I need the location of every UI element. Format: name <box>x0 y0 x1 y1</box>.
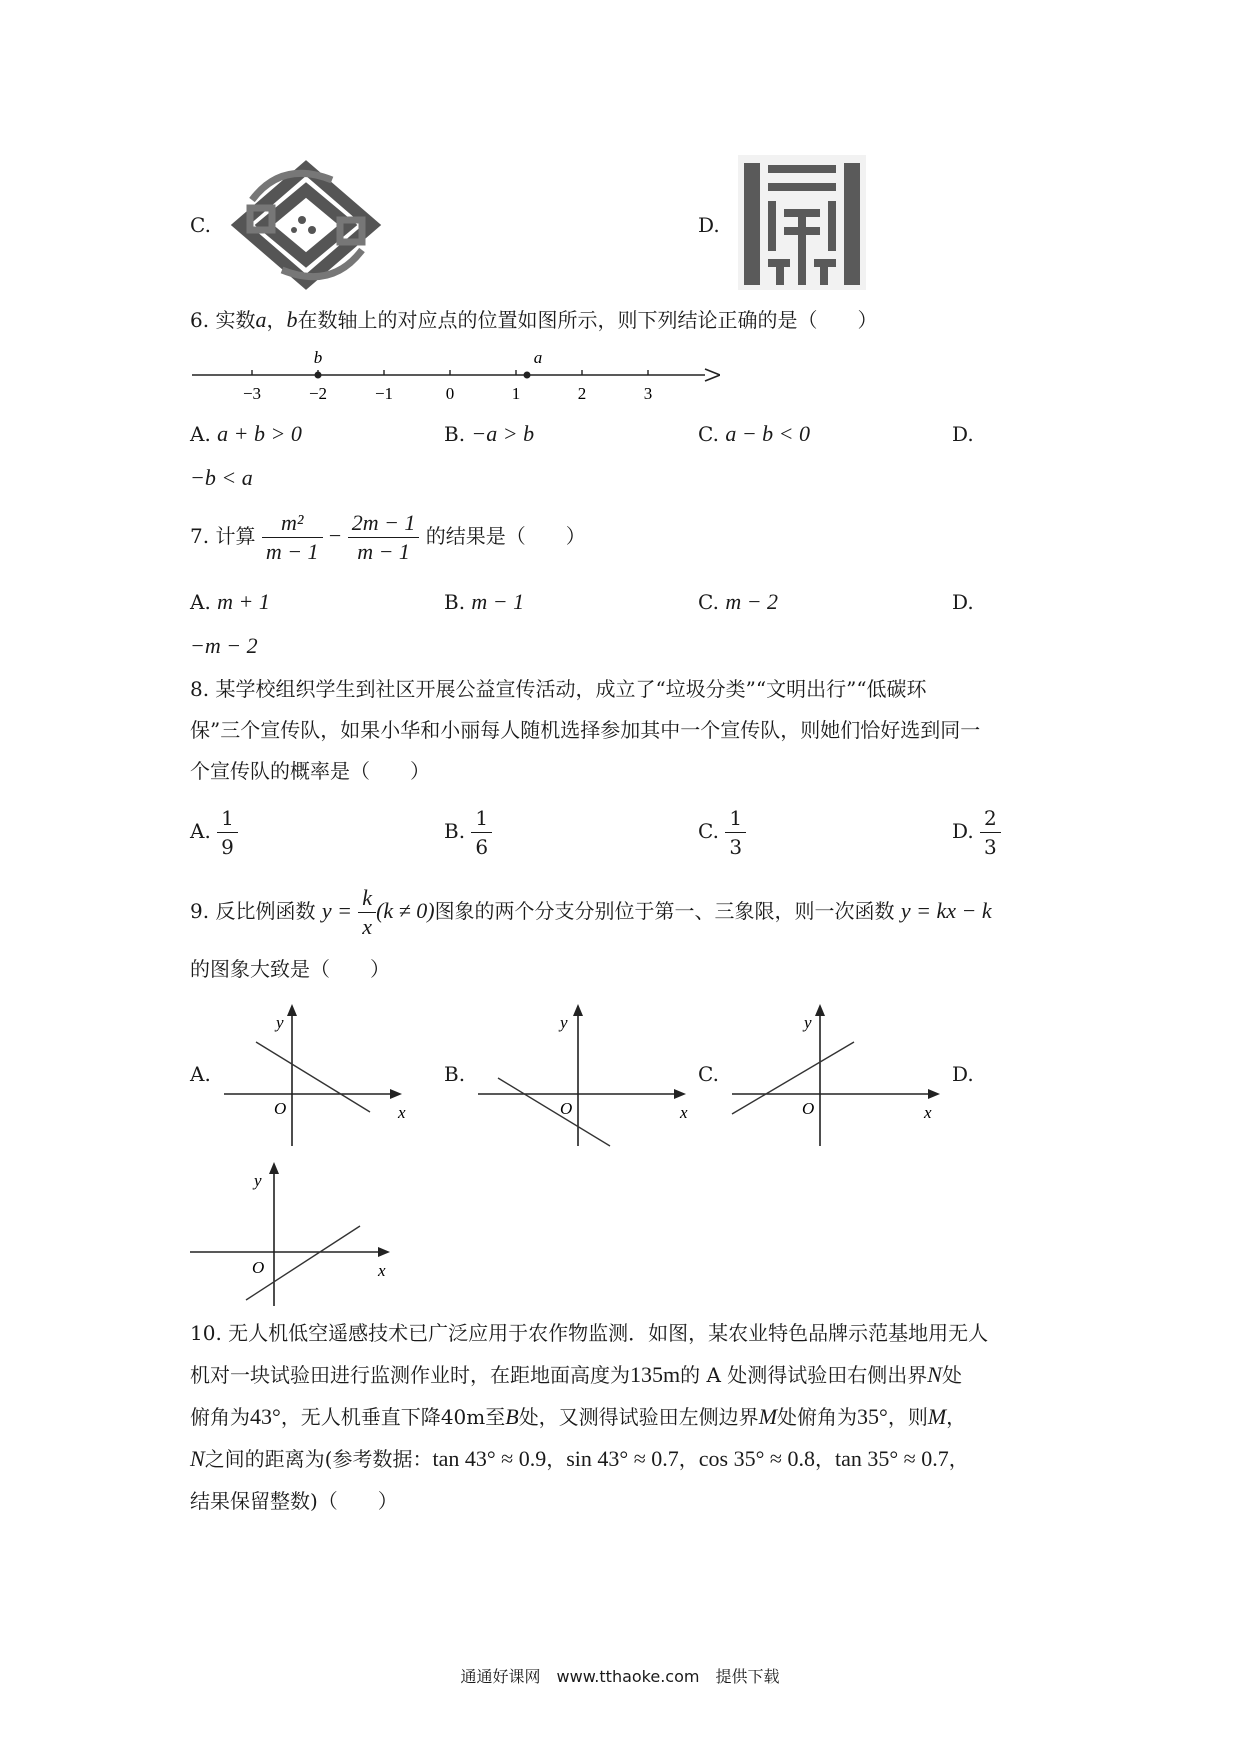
q10-sep-1: ， <box>546 1447 567 1471</box>
q10-angle-1: 43° <box>250 1404 281 1429</box>
q8-stem-line-2: 保”三个宣传队，如果小华和小丽每人随机选择参加其中一个宣传队，则她们恰好选到同一 <box>190 718 981 742</box>
q7-option-a[interactable] <box>190 588 270 616</box>
q10-height-value: 135m <box>630 1362 681 1387</box>
q9-graph-c-x-label: x <box>924 1103 932 1122</box>
q9-graph-a-origin-label: O <box>274 1099 287 1118</box>
q10-line-3-prefix: 俯角为 <box>190 1405 250 1429</box>
q7-option-c-label: C. <box>698 590 719 614</box>
q8-option-a-numerator: 1 <box>217 804 238 833</box>
q10-sep-2: ， <box>678 1447 699 1471</box>
number-line-arrow <box>705 369 720 381</box>
q9-func2: y = kx − k <box>900 898 992 923</box>
q10-line-2 <box>190 1361 962 1389</box>
q6-option-a[interactable] <box>190 420 302 448</box>
q10-line-2-prefix: 机对一块试验田进行监测作业时，在距地面高度为 <box>190 1363 630 1387</box>
q8-option-c-label: C. <box>698 819 719 843</box>
q8-option-d-fraction <box>980 804 1001 861</box>
q8-option-d-label: D. <box>952 819 974 843</box>
q6-option-a-label: A. <box>190 422 211 446</box>
q6-stem-prefix: 6. 实数 <box>190 308 256 332</box>
q7-minus-sign: − <box>328 523 342 548</box>
q7-fraction-1-denominator: m − 1 <box>265 539 319 564</box>
q7-stem-suffix: 的结果是（ ） <box>425 524 586 548</box>
number-line-tick-label: 2 <box>577 384 587 403</box>
q6-option-d-label[interactable]: D. <box>952 422 974 446</box>
q7-option-b-expr: m − 1 <box>471 589 525 614</box>
q7-option-b-label: B. <box>444 590 466 614</box>
q7-fraction-2 <box>348 509 420 566</box>
q7-fraction-2-numerator: 2m − 1 <box>348 509 420 538</box>
q9-func1-fraction <box>358 884 376 941</box>
q8-option-b-numerator: 1 <box>471 804 492 833</box>
q8-option-b-denominator: 6 <box>475 835 489 859</box>
q9-func1-condition: (k ≠ 0) <box>376 898 435 923</box>
q7-option-d-expr: −m − 2 <box>190 633 258 658</box>
q10-line-4-end: ， <box>948 1447 969 1471</box>
q7-option-d-label[interactable]: D. <box>952 590 974 614</box>
point-b-label: b <box>313 350 323 367</box>
point-b <box>315 372 322 379</box>
q10-line-1: 10. 无人机低空遥感技术已广泛应用于农作物监测．如图，某农业特色品牌示范基地用无人 <box>190 1321 989 1345</box>
number-line <box>190 350 720 410</box>
q10-line-3-text-2: 至 <box>485 1405 506 1429</box>
q9-graph-c-origin-label: O <box>802 1099 815 1118</box>
q8-option-a[interactable] <box>190 803 238 861</box>
number-line-tick-label: 1 <box>511 384 521 403</box>
q6-var-a: a <box>255 307 267 332</box>
q8-option-b-label: B. <box>444 819 466 843</box>
option-c-label: C. <box>190 213 211 237</box>
q9-stem-middle: 图象的两个分支分别位于第一、三象限，则一次函数 <box>434 899 895 923</box>
number-line-tick-label: 0 <box>445 384 455 403</box>
q9-func1-lhs: y = <box>321 898 352 923</box>
q10-ref-sin43: sin 43° ≈ 0.7 <box>566 1446 679 1471</box>
q10-angle-2: 35° <box>857 1404 888 1429</box>
q6-stem <box>190 306 877 334</box>
q6-option-b[interactable] <box>444 420 534 448</box>
q7-option-b[interactable] <box>444 588 524 616</box>
q8-option-c-numerator: 1 <box>725 804 746 833</box>
q10-line-4-text: 之间的距离为(参考数据： <box>204 1447 433 1471</box>
q9-graph-b-x-label: x <box>680 1103 688 1122</box>
q9-graph-c-y-label: y <box>804 1013 812 1032</box>
q7-option-a-expr: m + 1 <box>217 589 270 614</box>
q9-stem-line-1 <box>190 883 992 941</box>
q10-ref-cos35: cos 35° ≈ 0.8 <box>698 1446 815 1471</box>
q10-line-4 <box>190 1445 969 1473</box>
q8-option-c-fraction <box>725 804 746 861</box>
q7-stem <box>190 508 586 566</box>
q9-option-a-label[interactable]: A. <box>190 1062 211 1086</box>
q8-option-a-label: A. <box>190 819 211 843</box>
q8-stem-line-1: 8. 某学校组织学生到社区开展公益宣传活动，成立了“垃圾分类”“文明出行”“低碳环 <box>190 677 927 701</box>
q8-option-c[interactable] <box>698 803 746 861</box>
q7-stem-prefix: 7. 计算 <box>190 524 256 548</box>
q7-option-c-expr: m − 2 <box>725 589 779 614</box>
q9-graph-b-y-label: y <box>560 1013 568 1032</box>
q9-graph-c-line <box>732 1042 854 1114</box>
q8-option-a-denominator: 9 <box>221 835 234 859</box>
q8-option-b[interactable] <box>444 803 492 861</box>
q9-graph-a-x-label: x <box>398 1103 406 1122</box>
q9-func1-numerator: k <box>358 884 376 913</box>
q10-drop-value: 40m <box>440 1405 486 1429</box>
q6-option-a-expr: a + b > 0 <box>217 421 302 446</box>
q10-ref-tan43: tan 43° ≈ 0.9 <box>432 1446 547 1471</box>
q10-line-3 <box>190 1403 966 1431</box>
q7-fraction-1-numerator: m² <box>262 509 323 538</box>
q10-line-3-end: ， <box>946 1405 967 1429</box>
q10-line-3-text-4: 处俯角为 <box>777 1405 858 1429</box>
q6-option-b-expr: −a > b <box>471 421 535 446</box>
q10-line-2-middle: 的 A 处测得试验田右侧出界 <box>680 1363 928 1387</box>
q9-graph-d-y-label: y <box>254 1171 262 1190</box>
number-line-tick-label: −1 <box>374 384 394 403</box>
q9-graph-d-x-label: x <box>378 1261 386 1280</box>
q8-stem-line-3: 个宣传队的概率是（ ） <box>190 759 430 783</box>
q10-var-m-2: M <box>927 1404 947 1429</box>
q10-var-n: N <box>927 1362 942 1387</box>
q10-line-3-text-1: ，无人机垂直下降 <box>280 1405 441 1429</box>
q8-option-a-fraction <box>217 804 238 861</box>
option-d-label: D. <box>698 213 720 237</box>
knot-pattern-image <box>222 160 390 290</box>
q6-var-b: b <box>286 307 298 332</box>
point-a-label: a <box>533 350 543 367</box>
q7-option-a-label: A. <box>190 590 211 614</box>
q6-option-b-label: B. <box>444 422 466 446</box>
q9-graph-a <box>220 1000 410 1150</box>
seal-pattern-image <box>738 155 866 290</box>
q6-comma: ， <box>266 308 287 332</box>
q10-sep-3: ， <box>815 1447 835 1471</box>
q9-option-b-label[interactable]: B. <box>444 1062 466 1086</box>
q10-ref-tan35: tan 35° ≈ 0.7 <box>835 1446 949 1471</box>
q9-stem-line-2: 的图象大致是（ ） <box>190 957 390 981</box>
q9-graph-a-y-label: y <box>276 1013 284 1032</box>
q10-line-4-var-n: N <box>190 1446 205 1471</box>
page-footer: 通通好课网 www.tthaoke.com 提供下载 <box>460 1667 780 1686</box>
q6-option-c-expr: a − b < 0 <box>725 421 811 446</box>
q7-fraction-2-denominator: m − 1 <box>357 539 410 564</box>
q6-option-c[interactable] <box>698 420 810 448</box>
q9-option-d-label[interactable]: D. <box>952 1062 974 1086</box>
q9-graph-c <box>728 1000 950 1150</box>
q10-line-5: 结果保留整数)（ ） <box>190 1489 398 1513</box>
q10-line-3-text-5: ，则 <box>887 1405 928 1429</box>
q10-line-2-suffix: 处 <box>941 1363 962 1387</box>
q9-graph-b-line <box>498 1078 610 1146</box>
q8-option-c-denominator: 3 <box>729 835 743 859</box>
q10-line-3-text-3: 处，又测得试验田左侧边界 <box>518 1405 759 1429</box>
q6-option-d-expr: −b < a <box>190 465 253 490</box>
q7-fraction-1 <box>262 509 323 566</box>
q9-graph-b-origin-label: O <box>560 1099 573 1118</box>
q10-var-m: M <box>758 1404 778 1429</box>
q8-option-d[interactable] <box>952 803 1001 861</box>
q8-option-b-fraction <box>471 804 492 861</box>
q9-func1-denominator: x <box>362 914 373 939</box>
number-line-tick-label: −2 <box>308 384 328 403</box>
number-line-tick-label: −3 <box>242 384 262 403</box>
number-line-tick-label: 3 <box>643 384 653 403</box>
q9-graph-d <box>190 1156 400 1308</box>
q9-stem-prefix: 9. 反比例函数 <box>190 899 316 923</box>
q10-var-b: B <box>505 1404 519 1429</box>
q6-stem-suffix: 在数轴上的对应点的位置如图所示，则下列结论正确的是（ ） <box>297 308 878 332</box>
q9-graph-d-origin-label: O <box>252 1258 265 1277</box>
q8-option-d-denominator: 3 <box>984 835 997 859</box>
point-a <box>524 372 531 379</box>
q9-graph-b <box>474 1000 694 1150</box>
q6-option-c-label: C. <box>698 422 719 446</box>
q8-option-d-numerator: 2 <box>980 804 1001 833</box>
q9-option-c-label[interactable]: C. <box>698 1062 719 1086</box>
q7-option-c[interactable] <box>698 588 778 616</box>
